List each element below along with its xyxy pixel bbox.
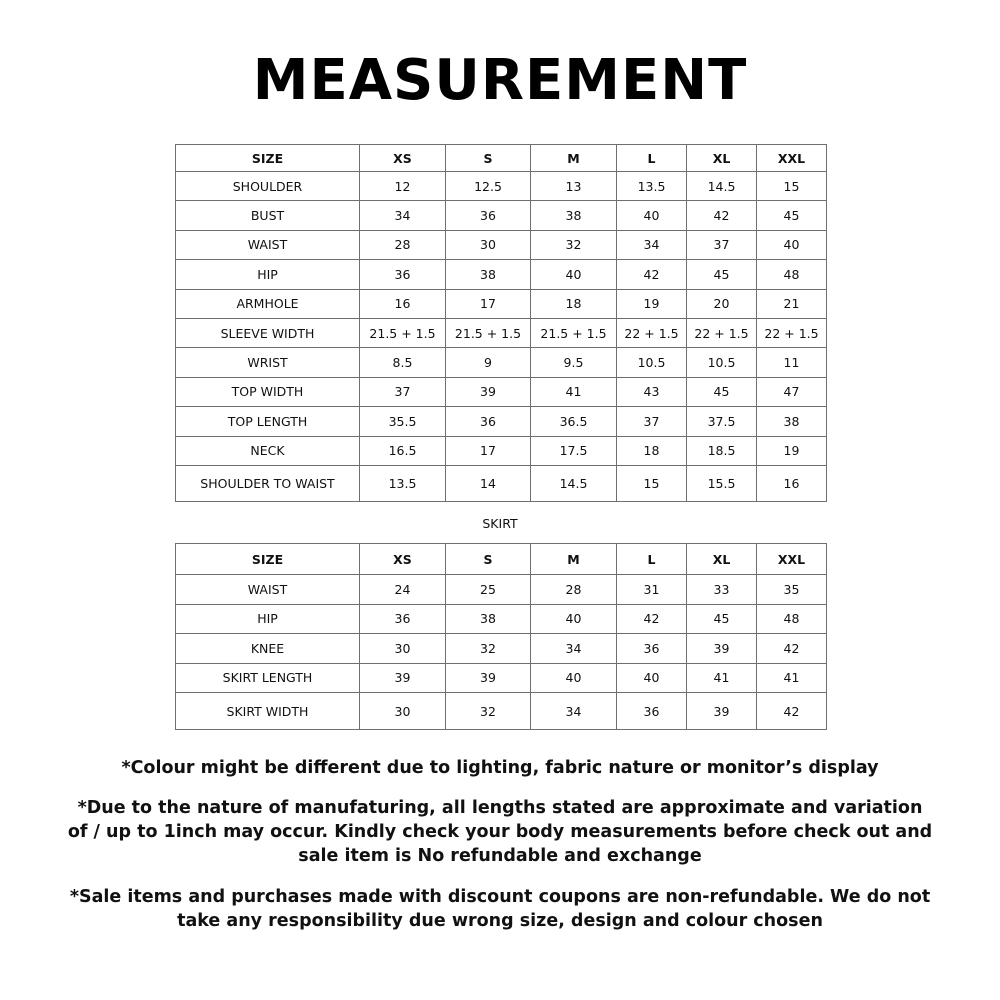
measurement-value: 11	[757, 348, 827, 377]
measurement-value: 40	[617, 201, 687, 230]
measurement-value: 35.5	[360, 407, 446, 436]
measurement-value: 24	[360, 575, 446, 605]
measurement-value: 10.5	[617, 348, 687, 377]
measurement-label: WAIST	[176, 575, 360, 605]
measurement-value: 34	[531, 634, 617, 664]
measurement-value: 40	[531, 663, 617, 693]
top-table-row	[176, 465, 827, 501]
measurement-value: 32	[531, 230, 617, 259]
skirt-table-row	[176, 693, 827, 730]
measurement-value: 17	[446, 436, 531, 465]
measurement-value: 9.5	[531, 348, 617, 377]
size-m-header: M	[531, 544, 617, 575]
measurement-value: 22 + 1.5	[757, 318, 827, 347]
top-table-row	[176, 407, 827, 436]
measurement-value: 37.5	[687, 407, 757, 436]
measurement-value: 16	[757, 465, 827, 501]
measurement-label: TOP WIDTH	[176, 377, 360, 406]
top-table-row	[176, 436, 827, 465]
measurement-value: 32	[446, 693, 531, 730]
measurement-value: 36.5	[531, 407, 617, 436]
measurement-value: 28	[531, 575, 617, 605]
measurement-value: 48	[757, 604, 827, 634]
sale-disclaimer-line: take any responsibility due wrong size, design and colour chosen	[177, 911, 823, 931]
measurement-value: 37	[617, 407, 687, 436]
measurement-value: 8.5	[360, 348, 446, 377]
table-header-row	[176, 145, 827, 172]
colour-disclaimer-text: *Colour might be different due to lighting, fabric nature or monitor’s display	[121, 758, 879, 778]
measurement-label: BUST	[176, 201, 360, 230]
top-table-row	[176, 318, 827, 347]
measurement-value: 40	[757, 230, 827, 259]
colour-disclaimer	[40, 756, 960, 780]
manufacturing-disclaimer-line: sale item is No refundable and exchange	[298, 846, 702, 866]
size-xl-header: XL	[687, 544, 757, 575]
measurement-value: 18.5	[687, 436, 757, 465]
table-header-row	[176, 544, 827, 575]
measurement-label: TOP LENGTH	[176, 407, 360, 436]
measurement-label: HIP	[176, 604, 360, 634]
top-table-row	[176, 230, 827, 259]
measurement-value: 39	[360, 663, 446, 693]
measurement-value: 36	[446, 201, 531, 230]
measurement-value: 14.5	[687, 172, 757, 201]
measurement-label: KNEE	[176, 634, 360, 664]
measurement-value: 48	[757, 260, 827, 289]
skirt-size-chart-table	[175, 543, 827, 730]
measurement-value: 34	[617, 230, 687, 259]
size-xxl-header: XXL	[757, 544, 827, 575]
manufacturing-disclaimer-line: of / up to 1inch may occur. Kindly check your body measurements before check out and	[67, 822, 933, 842]
measurement-value: 15	[617, 465, 687, 501]
measurement-value: 17.5	[531, 436, 617, 465]
top-table-row	[176, 377, 827, 406]
measurement-value: 28	[360, 230, 446, 259]
skirt-table-row	[176, 634, 827, 664]
skirt-table-row	[176, 604, 827, 634]
measurement-value: 45	[757, 201, 827, 230]
top-table-row	[176, 201, 827, 230]
measurement-value: 17	[446, 289, 531, 318]
measurement-value: 31	[617, 575, 687, 605]
measurement-value: 16.5	[360, 436, 446, 465]
measurement-value: 9	[446, 348, 531, 377]
measurement-value: 15.5	[687, 465, 757, 501]
measurement-value: 40	[531, 604, 617, 634]
measurement-value: 15	[757, 172, 827, 201]
top-table-row	[176, 172, 827, 201]
measurement-value: 14.5	[531, 465, 617, 501]
size-s-header: S	[446, 544, 531, 575]
measurement-value: 36	[617, 693, 687, 730]
measurement-label: SKIRT LENGTH	[176, 663, 360, 693]
measurement-value: 21.5 + 1.5	[446, 318, 531, 347]
measurement-value: 37	[687, 230, 757, 259]
measurement-value: 30	[360, 634, 446, 664]
measurement-value: 42	[617, 260, 687, 289]
measurement-value: 34	[531, 693, 617, 730]
measurement-value: 30	[446, 230, 531, 259]
measurement-value: 39	[687, 693, 757, 730]
measurement-value: 42	[687, 201, 757, 230]
measurement-value: 47	[757, 377, 827, 406]
page-title: MEASUREMENT	[252, 48, 748, 113]
measurement-label: SHOULDER TO WAIST	[176, 465, 360, 501]
sale-disclaimer-line: *Sale items and purchases made with discount coupons are non-refundable. We do not	[69, 887, 931, 907]
measurement-value: 42	[757, 634, 827, 664]
size-l-header: L	[617, 145, 687, 172]
measurement-value: 16	[360, 289, 446, 318]
measurement-value: 35	[757, 575, 827, 605]
size-xs-header: XS	[360, 544, 446, 575]
measurement-value: 38	[446, 260, 531, 289]
measurement-value: 13	[531, 172, 617, 201]
size-column-header: SIZE	[176, 544, 360, 575]
measurement-value: 12	[360, 172, 446, 201]
measurement-value: 41	[531, 377, 617, 406]
manufacturing-disclaimer-line: *Due to the nature of manufaturing, all lengths stated are approximate and variation	[77, 798, 923, 818]
measurement-value: 21.5 + 1.5	[531, 318, 617, 347]
skirt-table-row	[176, 575, 827, 605]
measurement-value: 18	[531, 289, 617, 318]
measurement-value: 39	[446, 663, 531, 693]
measurement-label: SKIRT WIDTH	[176, 693, 360, 730]
measurement-value: 13.5	[617, 172, 687, 201]
measurement-value: 21.5 + 1.5	[360, 318, 446, 347]
measurement-label: WAIST	[176, 230, 360, 259]
measurement-label: SLEEVE WIDTH	[176, 318, 360, 347]
skirt-table-row	[176, 663, 827, 693]
measurement-value: 39	[446, 377, 531, 406]
measurement-value: 18	[617, 436, 687, 465]
measurement-value: 42	[617, 604, 687, 634]
measurement-value: 37	[360, 377, 446, 406]
measurement-value: 41	[687, 663, 757, 693]
measurement-value: 19	[757, 436, 827, 465]
top-table-row	[176, 289, 827, 318]
measurement-value: 32	[446, 634, 531, 664]
measurement-value: 45	[687, 604, 757, 634]
measurement-value: 21	[757, 289, 827, 318]
measurement-value: 41	[757, 663, 827, 693]
measurement-value: 42	[757, 693, 827, 730]
measurement-value: 14	[446, 465, 531, 501]
measurement-value: 33	[687, 575, 757, 605]
measurement-value: 34	[360, 201, 446, 230]
measurement-value: 45	[687, 260, 757, 289]
size-column-header: SIZE	[176, 145, 360, 172]
measurement-value: 25	[446, 575, 531, 605]
measurement-label: NECK	[176, 436, 360, 465]
skirt-section-label: SKIRT	[482, 516, 518, 531]
measurement-value: 45	[687, 377, 757, 406]
measurement-label: WRIST	[176, 348, 360, 377]
measurement-label: SHOULDER	[176, 172, 360, 201]
measurement-value: 38	[446, 604, 531, 634]
sale-disclaimer	[40, 885, 960, 933]
size-m-header: M	[531, 145, 617, 172]
measurement-value: 36	[617, 634, 687, 664]
top-size-chart-table	[175, 144, 827, 502]
measurement-value: 38	[531, 201, 617, 230]
measurement-value: 10.5	[687, 348, 757, 377]
measurement-value: 38	[757, 407, 827, 436]
measurement-value: 13.5	[360, 465, 446, 501]
measurement-value: 39	[687, 634, 757, 664]
top-table-row	[176, 348, 827, 377]
manufacturing-disclaimer	[40, 796, 960, 868]
measurement-value: 36	[446, 407, 531, 436]
measurement-value: 22 + 1.5	[687, 318, 757, 347]
measurement-label: ARMHOLE	[176, 289, 360, 318]
measurement-value: 19	[617, 289, 687, 318]
measurement-value: 12.5	[446, 172, 531, 201]
measurement-value: 40	[531, 260, 617, 289]
size-xxl-header: XXL	[757, 145, 827, 172]
measurement-value: 43	[617, 377, 687, 406]
size-s-header: S	[446, 145, 531, 172]
measurement-value: 36	[360, 604, 446, 634]
size-xl-header: XL	[687, 145, 757, 172]
measurement-value: 22 + 1.5	[617, 318, 687, 347]
size-l-header: L	[617, 544, 687, 575]
measurement-value: 40	[617, 663, 687, 693]
top-table-row	[176, 260, 827, 289]
measurement-label: HIP	[176, 260, 360, 289]
measurement-value: 36	[360, 260, 446, 289]
size-xs-header: XS	[360, 145, 446, 172]
measurement-value: 30	[360, 693, 446, 730]
measurement-value: 20	[687, 289, 757, 318]
